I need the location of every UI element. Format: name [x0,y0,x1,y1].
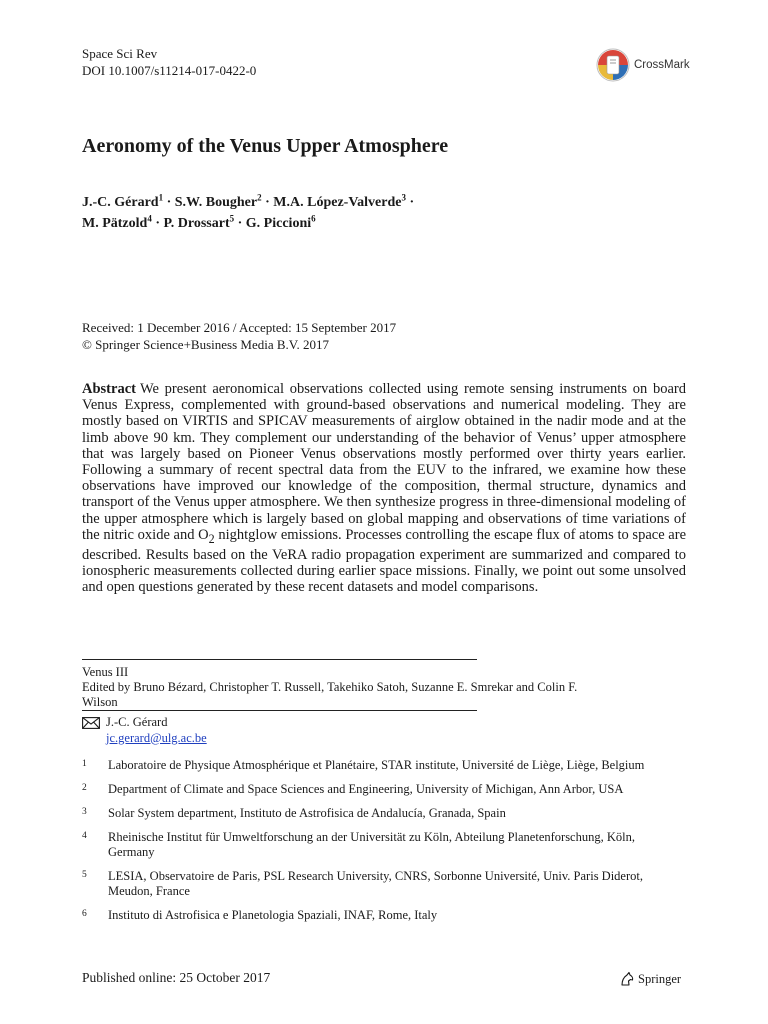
affiliation-list [82,758,682,932]
author-separator: · [237,216,246,231]
correspondence-email-link[interactable]: jc.gerard@ulg.ac.be [106,730,207,745]
correspondence-author [82,715,207,731]
affiliation-number: 1 [82,759,87,769]
envelope-icon [82,717,100,729]
volume-name: Venus III [82,665,129,679]
author-separator: · [155,216,164,231]
author-name: G. Piccioni [245,216,312,231]
journal-name: Space Sci Rev [82,46,158,61]
author-separator: · [409,195,415,210]
author-affil-ref: 1 [158,192,164,203]
affiliation-item [82,806,682,821]
abstract-subscript: 2 [208,531,215,546]
affiliation-text: LESIA, Observatoire de Paris, PSL Research University, CNRS, Sorbonne Université, Univ. Paris Diderot, Meudon, France [108,869,643,898]
author-affil-ref: 3 [401,192,406,203]
volume-note [82,665,602,710]
copyright-line: © Springer Science+Business Media B.V. 2017 [82,337,329,352]
author-separator: · [265,195,274,210]
affiliation-number: 2 [82,783,87,793]
author-affil-ref: 2 [257,192,262,203]
author-name: M. Pätzold [82,216,148,231]
article-title: Aeronomy of the Venus Upper Atmosphere [82,135,449,157]
affiliation-item [82,758,682,773]
correspondence-name: J.-C. Gérard [106,715,168,729]
abstract-text-part1: We present aeronomical observations collected using remote sensing instruments on board Venus Express, complemented with ground-based observations and numerical modeling. They are mostly based on VIRTIS and SPICAV measurements of airglow obtained in the nadir mode and at the limb above 90 km. They complement our understanding of the behavior of Venus’ upper atmosphere that was largely based on Pioneer Venus observations mostly performed over thirty years earlier. Following a summary of recent spectral data from the EUV to the infrared, we examine how these observations have improved our knowledge of the composition, thermal structure, dynamics and transport of the Venus upper atmosphere. We then synthesize progress in three-dimensional modeling of the upper atmosphere which is largely based on global mapping and observations of time variations of the nitric oxide and O [82,381,686,543]
author-name: J.-C. Gérard [82,195,159,210]
correspondence [82,715,207,746]
author-name: S.W. Bougher [174,195,258,210]
affiliation-text: Laboratoire de Physique Atmosphérique et Planétaire, STAR institute, Université de Liège, Liège, Belgium [108,758,645,772]
crossmark-badge[interactable] [596,48,690,82]
author-separator: · [166,195,175,210]
affiliation-item [82,869,682,899]
crossmark-label: CrossMark [634,59,690,71]
author-name: P. Drossart [163,216,230,231]
affiliation-text: Department of Climate and Space Sciences and Engineering, University of Michigan, Ann Arbor, USA [108,782,624,796]
publisher-logo [619,971,681,987]
affiliation-item [82,782,682,797]
affiliation-text: Rheinische Institut für Umweltforschung an der Universität zu Köln, Abteilung Planetenforschung, Köln, Germany [108,830,635,859]
author-list [82,192,414,234]
crossmark-icon [596,48,630,82]
affiliation-text: Solar System department, Instituto de Astrofisica de Andalucía, Granada, Spain [108,806,506,820]
abstract-text-part2: nightglow emissions. Processes controlling the escape flux of atoms to space are described. Results based on the VeRA radio propagation experiment are summarized and compared to ionospheric measurements collected during earlier space missions. Finally, we point out some unsolved and open questions generated by these recent datasets and model comparisons. [82,526,687,596]
abstract-label: Abstract [82,381,136,397]
volume-editors: Edited by Bruno Bézard, Christopher T. Russell, Takehiko Satoh, Suzanne E. Smrekar and Colin F. Wilson [82,680,578,709]
publisher-name: Springer [638,971,682,986]
footnote-divider [82,710,477,711]
footnote-divider [82,659,477,660]
author-line-2 [82,213,414,234]
affiliation-text: Instituto di Astrofisica e Planetologia Spaziali, INAF, Rome, Italy [108,908,438,922]
affiliation-number: 3 [82,807,87,817]
author-affil-ref: 5 [229,213,235,224]
received-accepted: Received: 1 December 2016 / Accepted: 15 September 2017 [82,320,397,335]
abstract [82,381,686,596]
author-name: M.A. López-Valverde [273,195,402,210]
affiliation-item [82,908,682,923]
author-line-1 [82,192,414,213]
journal-doi: DOI 10.1007/s11214-017-0422-0 [82,63,257,78]
article-dates [82,319,396,353]
affiliation-item [82,830,682,860]
author-affil-ref: 4 [147,213,152,224]
springer-horse-icon [619,971,635,987]
journal-header [82,45,256,79]
author-affil-ref: 6 [311,213,316,224]
published-online: Published online: 25 October 2017 [82,970,271,985]
affiliation-number: 5 [82,870,87,880]
affiliation-number: 4 [82,831,87,841]
affiliation-number: 6 [82,909,87,919]
